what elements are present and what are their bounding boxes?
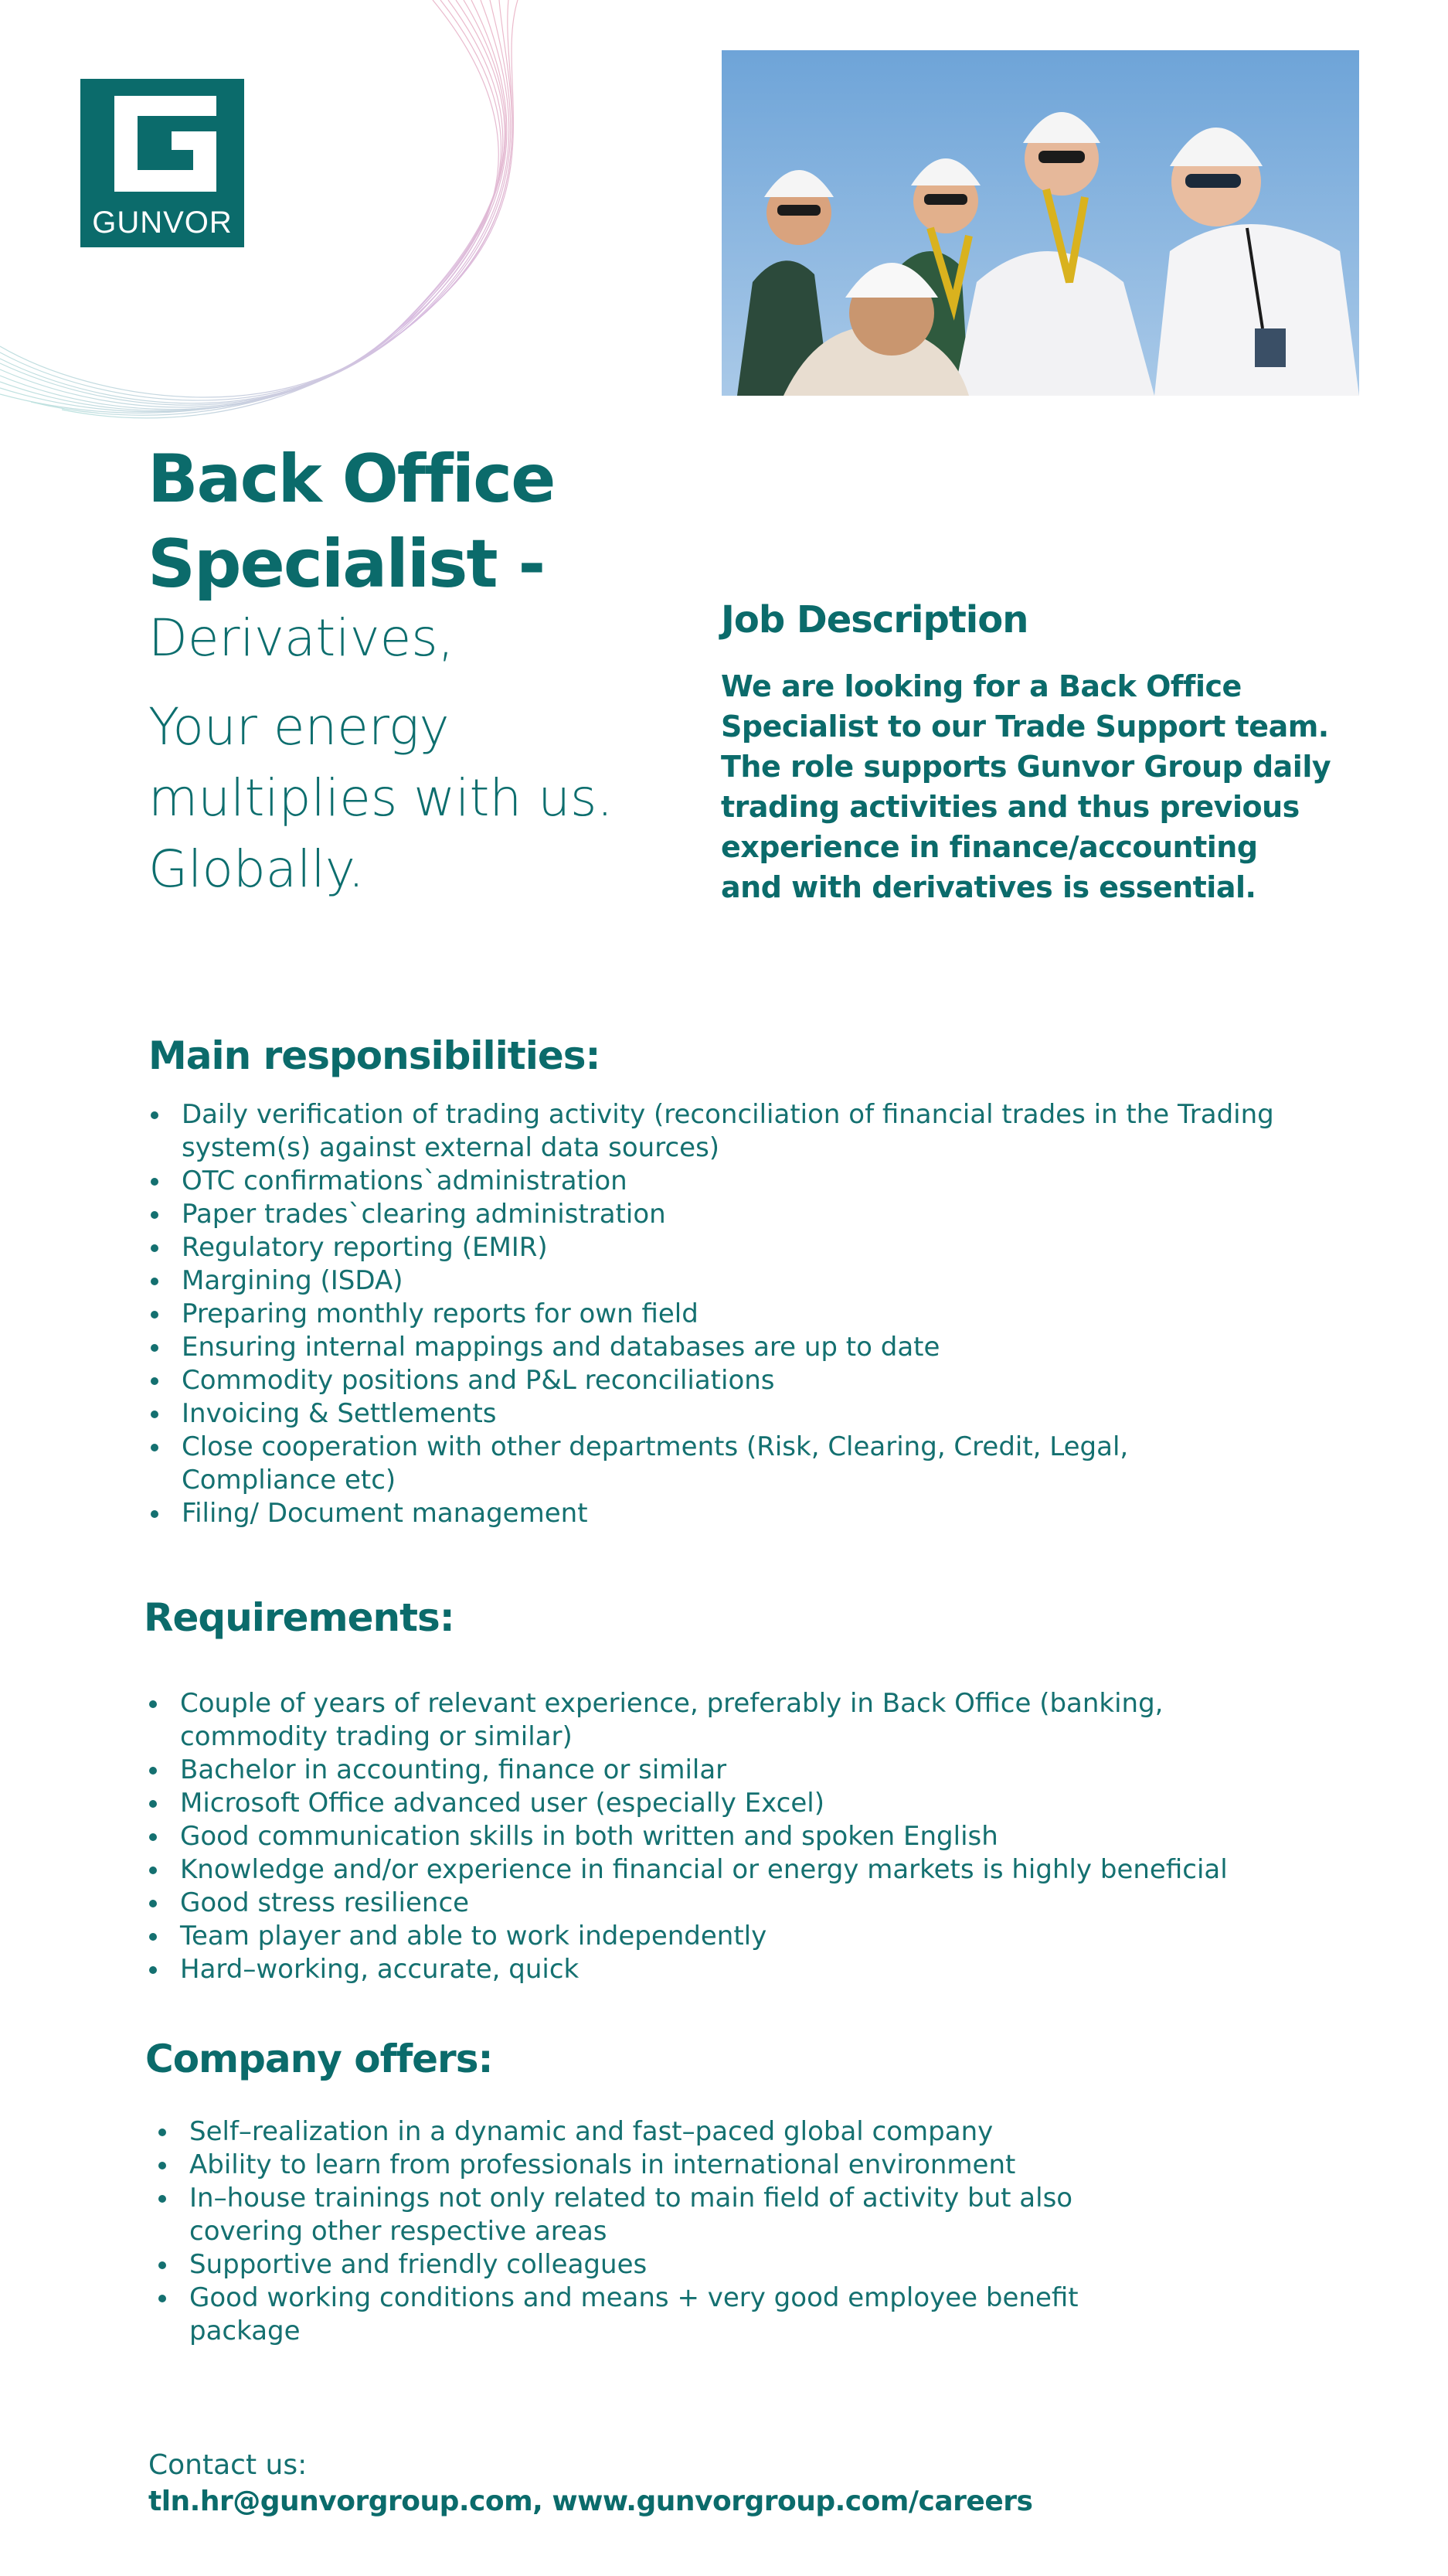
team-photo	[722, 50, 1359, 396]
list-item: Commodity positions and P&L reconciliations	[148, 1364, 1314, 1397]
job-description-line: and with derivatives is essential.	[721, 870, 1256, 904]
list-item: Ability to learn from professionals in international environment	[155, 2149, 1129, 2182]
list-item: Margining (ISDA)	[148, 1264, 1314, 1298]
gunvor-logo	[80, 79, 244, 247]
list-item: Good communication skills in both written and spoken English	[146, 1820, 1313, 1853]
job-description-line: trading activities and thus previous	[721, 790, 1300, 824]
list-item: Regulatory reporting (EMIR)	[148, 1231, 1314, 1264]
job-title-line-1: Back Office	[148, 441, 555, 518]
list-item: Paper trades`clearing administration	[148, 1198, 1314, 1231]
tagline	[148, 692, 736, 905]
logo-text: GUNVOR	[92, 206, 233, 240]
job-title-line-2: Specialist -	[148, 526, 545, 603]
list-item: Microsoft Office advanced user (especially Excel)	[146, 1787, 1313, 1820]
contact-info[interactable]: tln.hr@gunvorgroup.com, www.gunvorgroup.com/careers	[148, 2486, 1033, 2517]
list-item: Team player and able to work independently	[146, 1920, 1313, 1953]
list-item: Invoicing & Settlements	[148, 1397, 1314, 1431]
tagline-line: Your energy	[148, 697, 450, 757]
list-item: OTC confirmations`administration	[148, 1165, 1314, 1198]
list-item: Self–realization in a dynamic and fast–paced global company	[155, 2115, 1129, 2149]
list-item: Supportive and friendly colleagues	[155, 2248, 1129, 2282]
job-description-line: Specialist to our Trade Support team.	[721, 710, 1329, 744]
list-item: In–house trainings not only related to main field of activity but also covering other respective areas	[155, 2182, 1129, 2248]
company-offers-heading: Company offers:	[145, 2037, 493, 2081]
list-item: Good stress resilience	[146, 1887, 1313, 1920]
requirements-heading: Requirements:	[144, 1595, 454, 1640]
tagline-line: Globally.	[148, 839, 365, 899]
job-title	[148, 437, 688, 607]
tagline-line: multiplies with us.	[148, 768, 614, 828]
job-description-line: experience in finance/accounting	[721, 830, 1258, 864]
list-item: Daily verification of trading activity (reconciliation of financial trades in the Trading system(s) against external data sources)	[148, 1098, 1314, 1165]
list-item: Filing/ Document management	[148, 1497, 1314, 1530]
list-item: Close cooperation with other departments (Risk, Clearing, Credit, Legal, Compliance etc)	[148, 1431, 1155, 1497]
job-description-line: The role supports Gunvor Group daily	[721, 750, 1331, 784]
job-subtitle: Derivatives,	[148, 608, 454, 668]
list-item: Good working conditions and means + very good employee benefit package	[155, 2282, 1129, 2348]
company-offers-list	[155, 2115, 1129, 2348]
job-description-line: We are looking for a Back Office	[721, 669, 1242, 703]
list-item: Knowledge and/or experience in financial or energy markets is highly beneficial	[146, 1853, 1313, 1887]
list-item: Couple of years of relevant experience, preferably in Back Office (banking, commodity trading or similar)	[146, 1687, 1185, 1754]
requirements-list	[146, 1687, 1313, 1986]
job-description-text	[721, 666, 1355, 907]
responsibilities-list	[148, 1098, 1314, 1530]
contact-label: Contact us:	[148, 2449, 308, 2481]
list-item: Preparing monthly reports for own field	[148, 1298, 1314, 1331]
list-item: Hard–working, accurate, quick	[146, 1953, 1313, 1986]
list-item: Bachelor in accounting, finance or similar	[146, 1754, 1313, 1787]
responsibilities-heading: Main responsibilities:	[148, 1033, 600, 1078]
job-description-heading: Job Description	[721, 598, 1028, 641]
list-item: Ensuring internal mappings and databases are up to date	[148, 1331, 1314, 1364]
